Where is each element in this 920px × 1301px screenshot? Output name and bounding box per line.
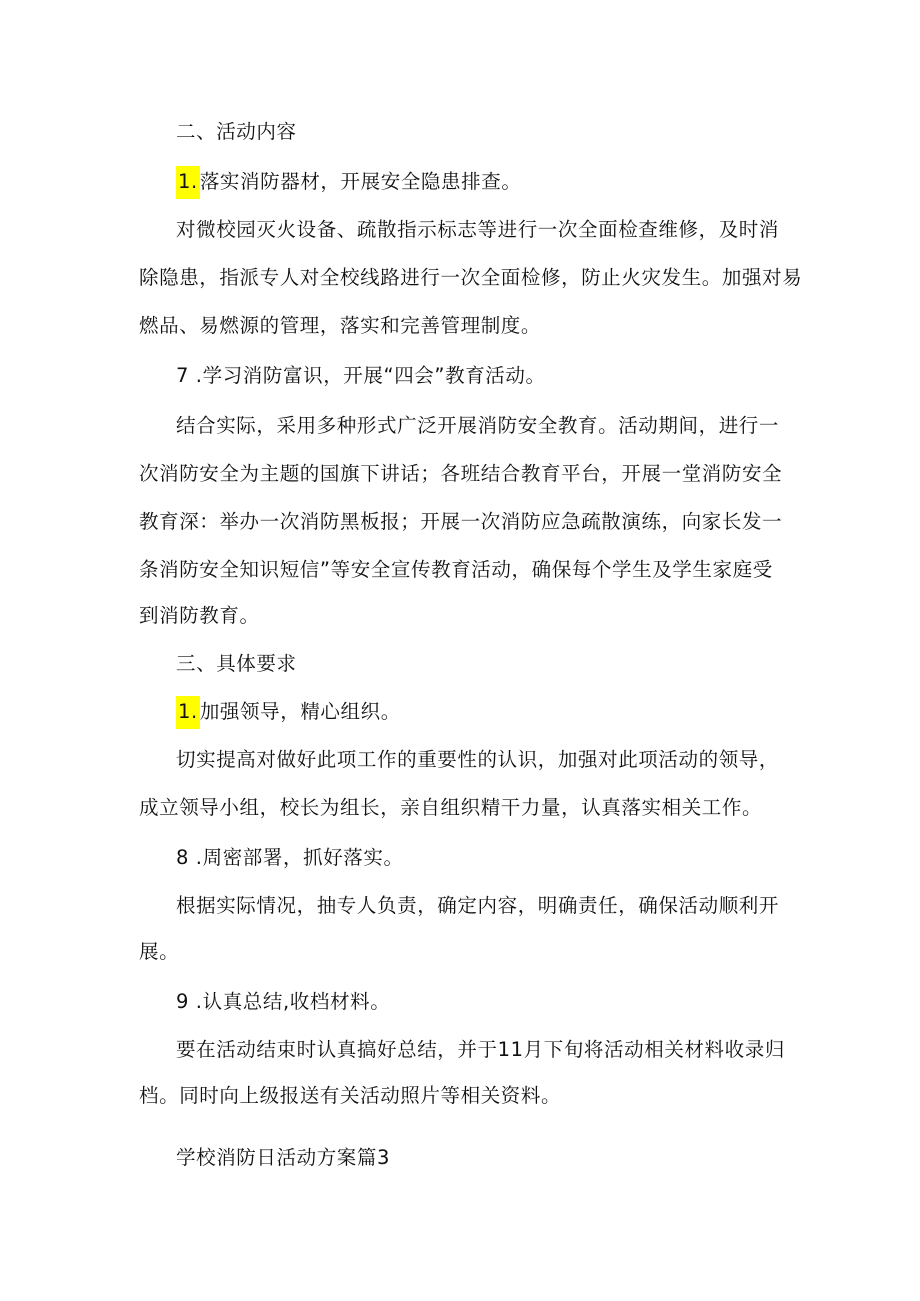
paragraph-2-line-5: 到消防教育。: [139, 604, 260, 627]
paragraph-1-line-3: 燃品、易燃源的管理，落实和完善管理制度。: [139, 314, 542, 337]
paragraph-3-line-2: 成立领导小组，校长为组长，亲自组织精干力量，认真落实相关工作。: [139, 796, 763, 819]
paragraph-1-line-2: 除隐患，指派专人对全校线路进行一次全面检修，防止火灾发生。加强对易: [139, 266, 803, 289]
section-heading-requirements: 三、具体要求: [176, 652, 297, 675]
highlight-number: 1.: [176, 166, 200, 199]
paragraph-2-line-3: 教育深：举办一次消防黑板报；开展一次消防应急疏散演练，向家长发一: [139, 510, 783, 533]
list-item-1-leadership: 1. 加强领导，精心组织。: [178, 700, 401, 724]
paragraph-5-line-2: 档。同时向上级报送有关活动照片等相关资料。: [139, 1084, 562, 1107]
paragraph-2-line-1: 结合实际，采用多种形式广泛开展消防安全教育。活动期间，进行一: [176, 414, 780, 437]
paragraph-3-line-1: 切实提高对做好此项工作的重要性的认识，加强对此项活动的领导，: [176, 748, 780, 771]
paragraph-1-line-1: 对微校园灭火设备、疏散指示标志等进行一次全面检查维修，及时消: [176, 218, 780, 241]
list-item-8-deployment: 8 .周密部署，抓好落实。: [176, 846, 404, 869]
paragraph-2-line-2: 次消防安全为主题的国旗下讲话；各班结合教育平台，开展一堂消防安全: [139, 462, 783, 485]
paragraph-4-line-2: 展。: [139, 940, 180, 963]
list-item-7-fire-knowledge: 7 .学习消防富识，开展“四会”教育活动。: [176, 364, 546, 387]
next-section-title: 学校消防日活动方案篇3: [176, 1146, 391, 1169]
section-heading-activity-content: 二、活动内容: [176, 120, 297, 143]
list-item-1-fire-equipment: 1. 落实消防器材，开展安全隐患排查。: [178, 170, 521, 194]
highlight-number: 1.: [176, 696, 200, 729]
list-item-9-summary: 9 .认真总结,收档材料。: [176, 990, 391, 1013]
paragraph-4-line-1: 根据实际情况，抽专人负责，确定内容，明确责任，确保活动顺利开: [176, 894, 780, 917]
paragraph-5-line-1: 要在活动结束时认真搞好总结，并于11月下旬将活动相关材料收录归: [176, 1038, 785, 1061]
paragraph-2-line-4: 条消防安全知识短信”等安全宣传教育活动，确保每个学生及学生家庭受: [139, 558, 773, 581]
